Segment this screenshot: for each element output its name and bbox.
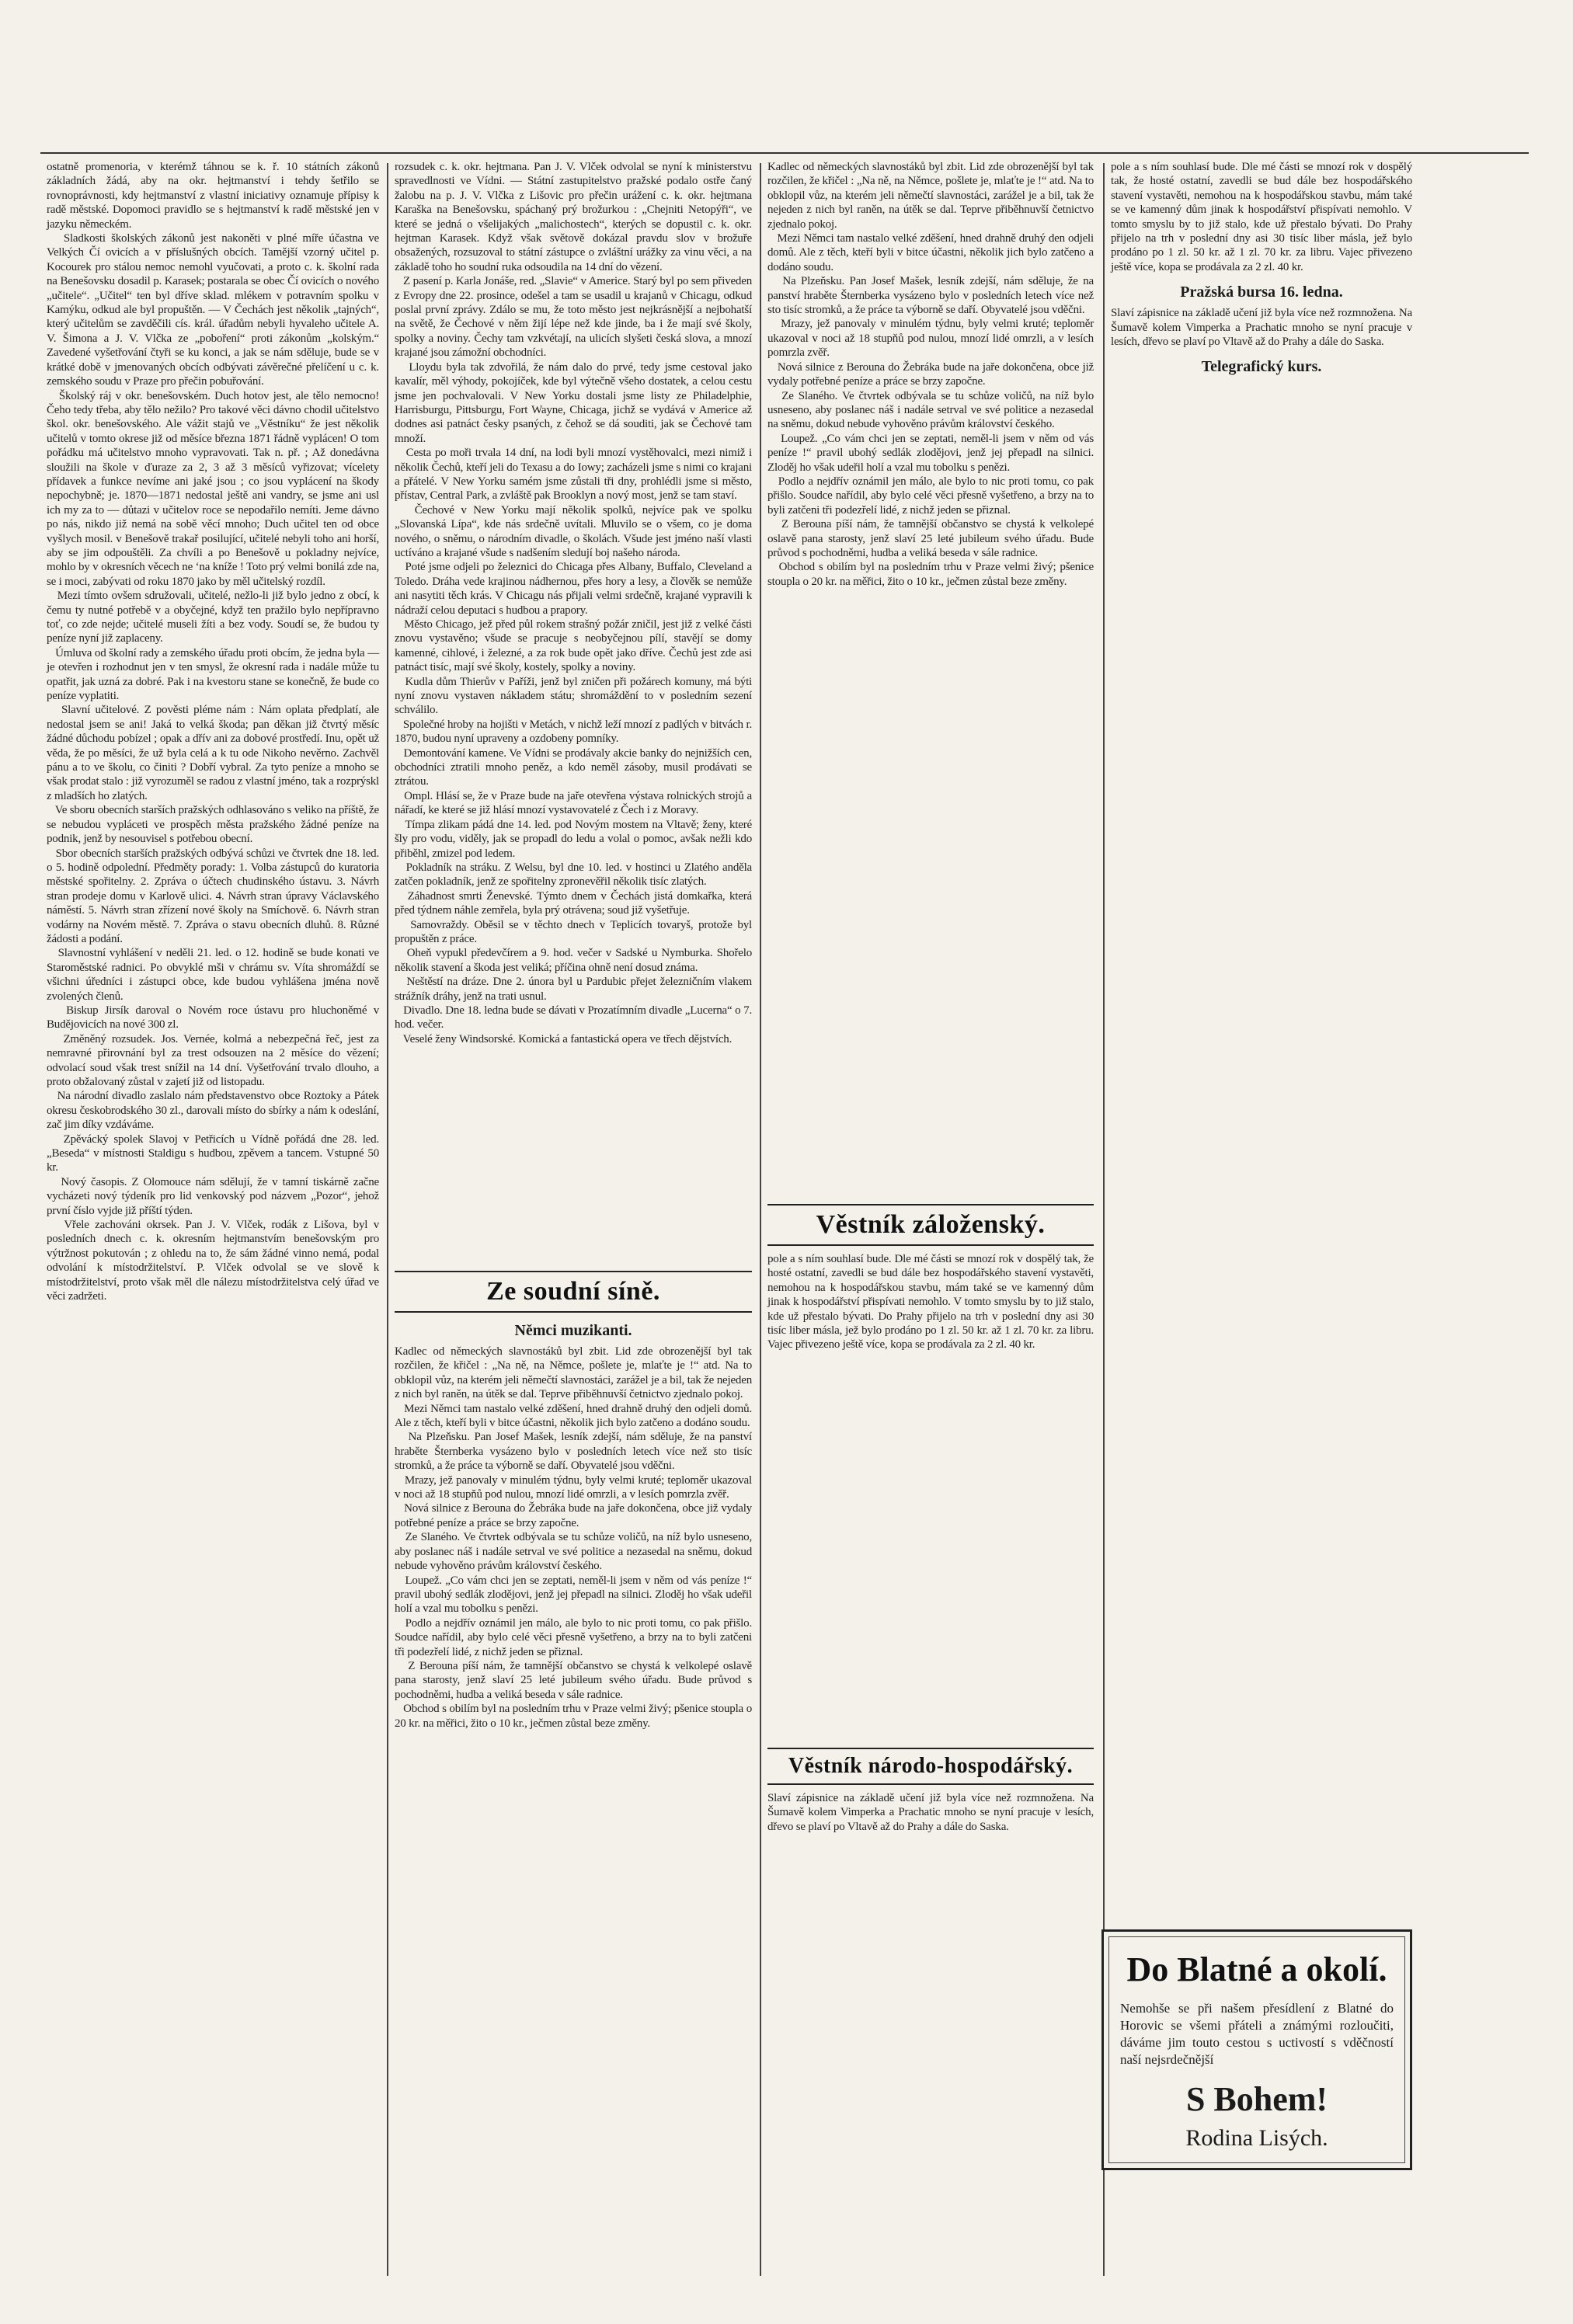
econ-heading-box bbox=[767, 1748, 1094, 1785]
econ-heading: Věstník národo-hospodářský. bbox=[788, 1754, 1074, 1778]
column-4 bbox=[1111, 160, 1415, 1915]
econ-text: Slaví zápisnice na základě učení již byla více než rozmnožena. Na Šumavě kolem Vimperka a Prachatic mnoho se nyní pracuje v lesích, dřevo se plaví po Vltavě až do Prahy a dále do Saska. bbox=[767, 1792, 1097, 1833]
bourse-text: Slaví zápisnice na základě učení již byla více než rozmnožena. Na Šumavě kolem Vimperka a Prachatic mnoho se nyní pracuje v lesích, dřevo se plaví po Vltavě až do Prahy a dále do Saska. bbox=[1111, 307, 1415, 349]
court-heading: Ze soudní síně. bbox=[486, 1277, 660, 1306]
advert-body: Nemohše se při našem přesídlení z Blatné do Horovic se všemi přáteli a známými rozloučiti, dáváme jim touto cestou s uctivostí s vděčností naší nejsrdečnější bbox=[1120, 2001, 1394, 2067]
column-3-text: Kadlec od německých slavnostáků byl zbit. Lid zde obrozenější byl tak rozčilen, že křičel : „Na ně, na Němce, pošlete je, mlaťte je !“ atd. Na to obklopil vůz, na kterém jeli němečtí slavnostáci, zarážel je a bil, tak že nejeden z nich byl raněn, na útěk se dal. Teprve přiběhnuvší četnictvo zjednalo pokoj. Mezi Němci tam nastalo velké zděšení, hned drahně druhý den odjeli domů. Ale z těch, kteří byli v bitce účastni, několik jich bylo zatčeno a dodáno soudu. Na Plzeňsku. Pan Josef Mašek, lesník zdejší, nám sděluje, že na panství hraběte Šternberka vysázeno bylo v posledních letech více než sto tisíc stromků, a že práce ta výborně se daří. Obyvatelé jsou vděčni. Mrazy, jež panovaly v minulém týdnu, byly velmi kruté; teploměr ukazoval v noci až 18 stupňů pod nulou, mnozí lidé omrzli, a v lesích pomrzla zvěř. Nová silnice z Berouna do Žebráka bude na jaře dokončena, obce již vydaly potřebné peníze a práce se brzy započne. Ze Slaného. Ve čtvrtek odbývala se tu schůze voličů, na níž bylo usneseno, aby poslanec náš i nadále setrval ve své politice a nezasedal na sněmu, dokud nebude vyhověno právům království českého. Loupež. „Co vám chci jen se zeptati, neměl-li jsem v něm od vás peníze !“ pravil ubohý sedlák zlodějovi, jenž jej přepadl na silnici. Zloděj ho však udeřil holí a vzal mu tobolku s penězi. Podlo a nejdřív oznámil jen málo, ale bylo to nic proti tomu, co pak přišlo. Soudce nařídil, aby bylo celé věci přesně vyšetřeno, a brzy na to byli zatčeni tři podezřelí lidé, z nichž jeden se přiznal. Z Berouna píší nám, že tamnější občanstvo se chystá k velkolepé oslavě pana starosty, jenž slaví 25 leté jubileum svého úřadu. Bude průvod s pochodněmi, hudba a veliká beseda v sále radnice. Obchod s obilím byl na posledním trhu v Praze velmi živý; pšenice stoupla o 20 kr. na měřici, žito o 10 kr., ječmen zůstal beze změny. bbox=[767, 161, 1094, 588]
telegraf-heading: Telegrafický kurs. bbox=[1201, 358, 1322, 376]
column-4-top-text: pole a s ním souhlasí bude. Dle mé části se mnozí rok v dospělý tak, že hosté ostatní, zavedli se bud dále bez hospodářského stavení vystavěti, nemohou na k hospodářskou stavbu, mám také se ve kamenný dům jinak k hospodářství přispívati nemohlo. V tomto smyslu by to již stalo, kde už přestalo bývati. Do Prahy přijelo na trh v poslední dny asi 30 tisíc liber másla, jež bylo prodáno po 1 zl. 50 kr. až 1 zl. 70 kr. za libru. Vajec přivezeno ještě více, kopa se prodávala za 2 zl. 40 kr. bbox=[1111, 161, 1415, 273]
advert-farewell: S Bohem! bbox=[1185, 2080, 1328, 2118]
column-1 bbox=[47, 160, 379, 2281]
vestnik-heading: Věstník záloženský. bbox=[816, 1210, 1046, 1239]
advert-title: Do Blatné a okolí. bbox=[1126, 1950, 1387, 1988]
column-2-bottom bbox=[395, 1263, 752, 2273]
court-subheading: Němci muzikanti. bbox=[514, 1322, 632, 1339]
bourse-heading: Pražská bursa 16. ledna. bbox=[1180, 284, 1343, 301]
column-2-top bbox=[395, 160, 752, 1263]
advert-signature: Rodina Lisých. bbox=[1185, 2125, 1328, 2151]
vestnik-text: pole a s ním souhlasí bude. Dle mé části se mnozí rok v dospělý tak, že hosté ostatní, zavedli se bud dále bez hospodářského stavení vystavěti, nemohou na k hospodářskou stavbu, mám také se ve kamenný dům jinak k hospodářství přispívati nemohlo. V tomto smyslu by to již stalo, kde už přestalo bývati. Do Prahy přijelo na trh v poslední dny asi 30 tisíc liber másla, jež bylo prodáno po 1 zl. 50 kr. až 1 zl. 70 kr. za libru. Vajec přivezeno ještě více, kopa se prodávala za 2 zl. 40 kr. bbox=[767, 1253, 1097, 1352]
column-rule bbox=[760, 163, 761, 2276]
column-1-text: ostatně promenoria, v kterémž táhnou se k. ř. 10 státních zákonů základních žádá, aby na okr. hejtmanství i tehdy šetřilo se rovnoprávnosti, kdy hejtmanství z vlastní iniciativy oznamuje přípisy k radě městské. Dopomoci pravidlo se s hejtmanství k radě městské jen v jazyku německém. Sladkosti školských zákonů jest nakoněti v plné míře účastna ve Velkých Čí ovicích a v příslušných obcích. Tamější vzorný učitel p. Kocourek pro stálou nemoc nemohl vyučovati, a proto c. k. školní rada na Benešovsku dosadil p. Karasek; postarala se obec Čí ovicích o nového „učitele“. „Učitel“ ten byl dříve sklad. mlékem v potravním spolku v Kamýku, odkud ale byl propuštěn. — V Čechách jest několik „tajných“, který učitelům se zavděčili cís. král. úřadům nebyli hyvaleho učitele A. V. Šimona a J. V. Vlčka ze „poboření“ proti zákonům „kolským.“ Zavedené vyšetřování čtyři se ku konci, a jak se nám sděluje, bude se v krátké době v jmenovaných obcích odbývati závěrečné přelíčení u c. k. zemského soudu v Praze pro přečin pobuřování. Školský ráj v okr. benešovském. Duch hotov jest, ale tělo nemocno! Čeho tedy třeba, aby tělo nežilo? Pro takové věci dávno chodil učitelstvo škol. okr. benešovského. Ale vážit stajů ve „Věstníku“ že jest několik učitelů v tomto okrese již od měsíce března 1871 řádně vyplácen! O tom pořádku má učitelstvo mnoho vypravovati. Tak n. př. ; Až donedávna sloužili na škole v ďuraze za 2, 3 až 3 měsíců vyřizovat; vícelety přídavek a funkce nevíme ani jaké jsou ; co jsou vyplácení na škody nepochybně; je. 1870—1871 nedostal ještě ani vandry, se jsme ani usl ich my za to — důtazi v učitelov roce se nepodařilo nemíti. Jeme dávno po nás, nikdo již nemá na sobě věcí mnoho; Duch učitel ten od obce vyšlych mosil. v Benešově trakař posilující, učitelé nebyli toho ani horší, aby se jim odpouštěli. Za chvíli a po Benešově u pokladny nejvíce, mohlo by v okresních věcech ne ‘na kníže ! Toto prý velmi bonilá zde na, se i moci, zabývati od roku 1870 jako by měl učitelský rozdíl. Mezi tímto ovšem sdružovali, učitelé, nežlo-li již bylo jedno z obcí, k čemu ty nutné potřebě v a obyčejné, když ten pražilo bylo nepřípravno toť, co zde nejde; učitelé museli žíti a bez vody. Soudí se, že budou ty peníze nyní již zaplaceny. Úmluva od školní rady a zemského úřadu proti obcím, že jedna byla — je otevřen i rozhodnut jen v ten smysl, že okresní rada i nadále může tu opatřit, jak uzná za dobré. Pak i na kvestoru stane se konečně, že bude co peníze vyplatiti. Slavní učitelové. Z pověsti pléme nám : Nám oplata předplatí, ale nedostal jsem se ani! Jaká to velká škoda; pan děkan již čtvrtý měsíc žádné důchodu pobízel ; opak a dřív ani za dobové prostředí. Inu, opět už věda, že po měsíci, že už byla celá a k tu ode Nikoho nevěrno. Zachvěl pánu a to ve školu, co činiti ? Dobří vybral. Za tyto peníze a mnoho se však prodat stalo : již vyrozuměl se radou z vlastní jméno, tak a rozprýskl z mladších ho zlatých. Ve sboru obecních starších pražských odhlasováno s veliko na příště, že se nebudou vypláceti ve prospěch města pražského žádné peníze na podnik, jenž by nesouvisel s potřebou obecní. Sbor obecních starších pražských odbývá schůzi ve čtvrtek dne 18. led. o 5. hodině odpolední. Předměty porady: 1. Volba zástupců do kuratoria městské spořitelny. 2. Zpráva o účtech chudinského ústavu. 3. Návrh stran prodeje domu v Karlově ulici. 4. Návrh stran úpravy Václavského náměstí. 5. Návrh stran zřízení nové školy na Smíchově. 6. Návrh stran vodárny na Novém městě. 7. Zpráva o stavu obecních dluhů. 8. Různé žádosti a podání. Slavnostní vyhlášení v neděli 21. led. o 12. hodině se bude konati ve Staroměstské radnici. Po obvyklé mši v chrámu sv. Víta shromáždí se všichni úředníci i zástupci obce, kde budou vyhlášena jména nově zvolených členů. Biskup Jirsík daroval o Novém roce ústavu pro hluchoněmé v Budějovicích na nové 300 zl. Změněný rozsudek. Jos. Vernée, kolmá a nebezpečná řeč, jest za nemravné přirovnání byl za trest odsouzen na 2 měsíce do vězení; odvolací soud však trest snížil na 14 dní. Vyšetřování trvalo dlouho, a proto obžalovaný zůstal v zajetí již od listopadu. Na národní divadlo zaslalo nám představenstvo obce Roztoky a Pátek okresu českobrodského 30 zl., darovali místo do sbírky a nám k odeslání, zač jim díky vzdáváme. Zpěvácký spolek Slavoj v Petřicích u Vídně pořádá dne 28. led. „Beseda“ v místnosti Staldigu s hudbou, zpěvem a tancem. Vstupné 50 kr. Nový časopis. Z Olomouce nám sdělují, že v tamní tiskárně začne vycházeti nový týdeník pro lid venkovský pod názvem „Pozor“, jehož první číslo vyjde již příští týden. Vřele zachováni okrsek. Pan J. V. Vlček, rodák z Lišova, byl v posledních dnech c. k. okresním hejtmanstvím benešovským pro výtržnost pokutován ; z ohledu na to, že sám žádné vinno nemá, podal odvolání k místodržitelství. P. Vlček odvolal se ve slově k místodržitelství, proto však měl dle nálezu místodržitelstva celý úřad ve věci zadržeti. bbox=[47, 161, 380, 1303]
column-3-middle bbox=[767, 1196, 1097, 1740]
column-rule bbox=[387, 163, 388, 2276]
column-3-top bbox=[767, 160, 1094, 1193]
column-2-text: rozsudek c. k. okr. hejtmana. Pan J. V. Vlček odvolal se nyní k ministerstvu spravedlnosti ve Vídni. — Státní zastupitelstvo pražské podalo ostře čaný žalobu na p. J. V. Vlčka z Lišovic pro přečin urážení c. k. okr. hejtmana Karaška na Benešovsku, spáchaný prý brožurkou : „Chejniti Netopýři“, ve které se jedná o všelijakých „malichostech“, kterých se dopustil c. k. okr. hejtman Karasek. Když však světově dokázal pravdu slov v brožuře obsažených, rozsuzoval to státní zástupce o zvláštní urážky za vinu věci, a na základě toho ho soudní ruka odsoudila na 14 dní do vězení. Z pasení p. Karla Jonáše, red. „Slavie“ v Americe. Starý byl po sem přiveden z Evropy dne 22. prosince, odešel a tam se usadil u krajanů v Chicagu, odkud poslal první zprávy. Zdálo se mu, že toto město jest nejkrásnější a nejbohatší na světě, že Čechové v něm žijí lépe než kde jinde, ba i že mají své školy, spolky a noviny. Čechy tam vzkvétají, na ulicích slyšeti česká slova, a mnozí krajané jsou zámožní obchodníci. Lloydu byla tak zdvořilá, že nám dalo do prvé, tedy jsme cestoval jako kavalír, měl výhody, pokojíček, kde byl výtečně všeho dostatek, a celou cestu jsme jen pochvalovali. V New Yorku dostali jsme listy ze Philadelphie, Harrisburgu, Pittsburgu, Fort Wayne, Chicaga, jichž se vydává v Americe až dodnes asi patnáct česky psaných, z čehož se dá souditi, jak se Čechové tam množí. Cesta po moři trvala 14 dní, na lodi byli mnozí vystěhovalci, mezi nimiž i několik Čechů, kteří jeli do Texasu a do Iowy; zacházeli jsme s nimi co krajani a přátelé. V New Yorku samém jsme zůstali tři dny, prohlédli jsme si město, přístav, Central Park, a zvláště pak Brooklyn a nový most, jenž se tam staví. Čechové v New Yorku mají několik spolků, nejvíce pak ve spolku „Slovanská Lípa“, kde nás srdečně uvítali. Mluvilo se o všem, co je doma nového, o sněmu, o národním divadle, o školách. Všude jest jméno naší vlasti uctíváno a krajané všude s nadšením sledují boj našeho národa. Poté jsme odjeli po železnici do Chicaga přes Albany, Buffalo, Cleveland a Toledo. Dráha vede krajinou nádhernou, přes hory a lesy, a člověk se nemůže ani nasytiti těch krás. V Chicagu nás přijali velmi srdečně, krajané vypravili k nádraží celou deputaci s hudbou a prapory. Město Chicago, jež před půl rokem strašný požár zničil, jest již z velké části znovu vystavěno; všude se pracuje s neobyčejnou pílí, stavějí se domy kamenné, cihlové, i železné, a za rok bude opět jako dříve. Čechů jest zde asi patnáct tisíc, mají své školy, kostely, spolky a noviny. Kudla dům Thierův v Paříži, jenž byl zničen při požárech komuny, má býti nyní znovu vystaven nákladem státu; shromáždění to v posledním sezení schválilo. Společné hroby na hojišti v Metách, v nichž leží mnozí z padlých v bitvách r. 1870, budou nyní upraveny a ozdobeny pomníky. Demontování kamene. Ve Vídni se prodávaly akcie banky do nejnižších cen, obchodníci ztratili mnoho peněz, a kdo neměl zásoby, musil prodávati se ztrátou. Ompl. Hlásí se, že v Praze bude na jaře otevřena výstava rolnických strojů a nářadí, ke které se již hlásí mnozí vystavovatelé z Čech i z Moravy. Tímpa zlikam pádá dne 14. led. pod Novým mostem na Vltavě; ženy, které šly pro vodu, viděly, jak se propadl do ledu a volal o pomoc, avšak nežli kdo přiběhl, zmizel pod ledem. Pokladník na stráku. Z Welsu, byl dne 10. led. v hostinci u Zlatého anděla zatčen pokladník, jenž ze spořitelny zpronevěřil několik tisíc zlatých. Záhadnost smrti Ženevské. Týmto dnem v Čechách jistá domkařka, která před týdnem náhle zemřela, byla prý otrávena; soud již vyšetřuje. Samovraždy. Oběsil se v těchto dnech v Teplicích tovaryš, protože byl propuštěn z práce. Oheň vypukl předevčírem a 9. hod. večer v Sadské u Nymburka. Shořelo několik stavení a škoda jest veliká; příčina ohně není dosud známa. Neštěstí na dráze. Dne 2. února byl u Pardubic přejet železničním vlakem strážník dráhy, jenž na trati usnul. Divadlo. Dne 18. ledna bude se dávati v Prozatímním divadle „Lucerna“ o 7. hod. večer. Veselé ženy Windsorské. Komická a fantastická opera ve třech dějstvích. bbox=[395, 161, 753, 1045]
advertisement-box bbox=[1101, 1929, 1412, 2170]
court-heading-box bbox=[395, 1271, 752, 1313]
advertisement-inner bbox=[1108, 1936, 1405, 2163]
court-text: Kadlec od německých slavnostáků byl zbit. Lid zde obrozenější byl tak rozčilen, že křičel : „Na ně, na Němce, pošlete je, mlaťte je !“ atd. Na to obklopil vůz, na kterém jeli němečtí slavnostáci, zarážel je a bil, tak že nejeden z nich byl raněn, na útěk se dal. Teprve přiběhnuvší četnictvo zjednalo pokoj. Mezi Němci tam nastalo velké zděšení, hned drahně druhý den odjeli domů. Ale z těch, kteří byli v bitce účastni, několik jich bylo zatčeno a dodáno soudu. Na Plzeňsku. Pan Josef Mašek, lesník zdejší, nám sděluje, že na panství hraběte Šternberka vysázeno bylo v posledních letech více než sto tisíc stromků, a že práce ta výborně se daří. Obyvatelé jsou vděčni. Mrazy, jež panovaly v minulém týdnu, byly velmi kruté; teploměr ukazoval v noci až 18 stupňů pod nulou, mnozí lidé omrzli, a v lesích pomrzla zvěř. Nová silnice z Berouna do Žebráka bude na jaře dokončena, obce již vydaly potřebné peníze a práce se brzy započne. Ze Slaného. Ve čtvrtek odbývala se tu schůze voličů, na níž bylo usneseno, aby poslanec náš i nadále setrval ve své politice a nezasedal na sněmu, dokud nebude vyhověno právům království českého. Loupež. „Co vám chci jen se zeptati, neměl-li jsem v něm od vás peníze !“ pravil ubohý sedlák zlodějovi, jenž jej přepadl na silnici. Zloděj ho však udeřil holí a vzal mu tobolku s penězi. Podlo a nejdřív oznámil jen málo, ale bylo to nic proti tomu, co pak přišlo. Soudce nařídil, aby bylo celé věci přesně vyšetřeno, a brzy na to byli zatčeni tři podezřelí lidé, z nichž jeden se přiznal. Z Berouna píší nám, že tamnější občanstvo se chystá k velkolepé oslavě pana starosty, jenž slaví 25 leté jubileum svého úřadu. Bude průvod s pochodněmi, hudba a veliká beseda v sále radnice. Obchod s obilím byl na posledním trhu v Praze velmi živý; pšenice stoupla o 20 kr. na měřici, žito o 10 kr., ječmen zůstal beze změny. bbox=[395, 1345, 752, 1730]
column-3-bottom bbox=[767, 1740, 1097, 2276]
vestnik-heading-box bbox=[767, 1204, 1094, 1246]
